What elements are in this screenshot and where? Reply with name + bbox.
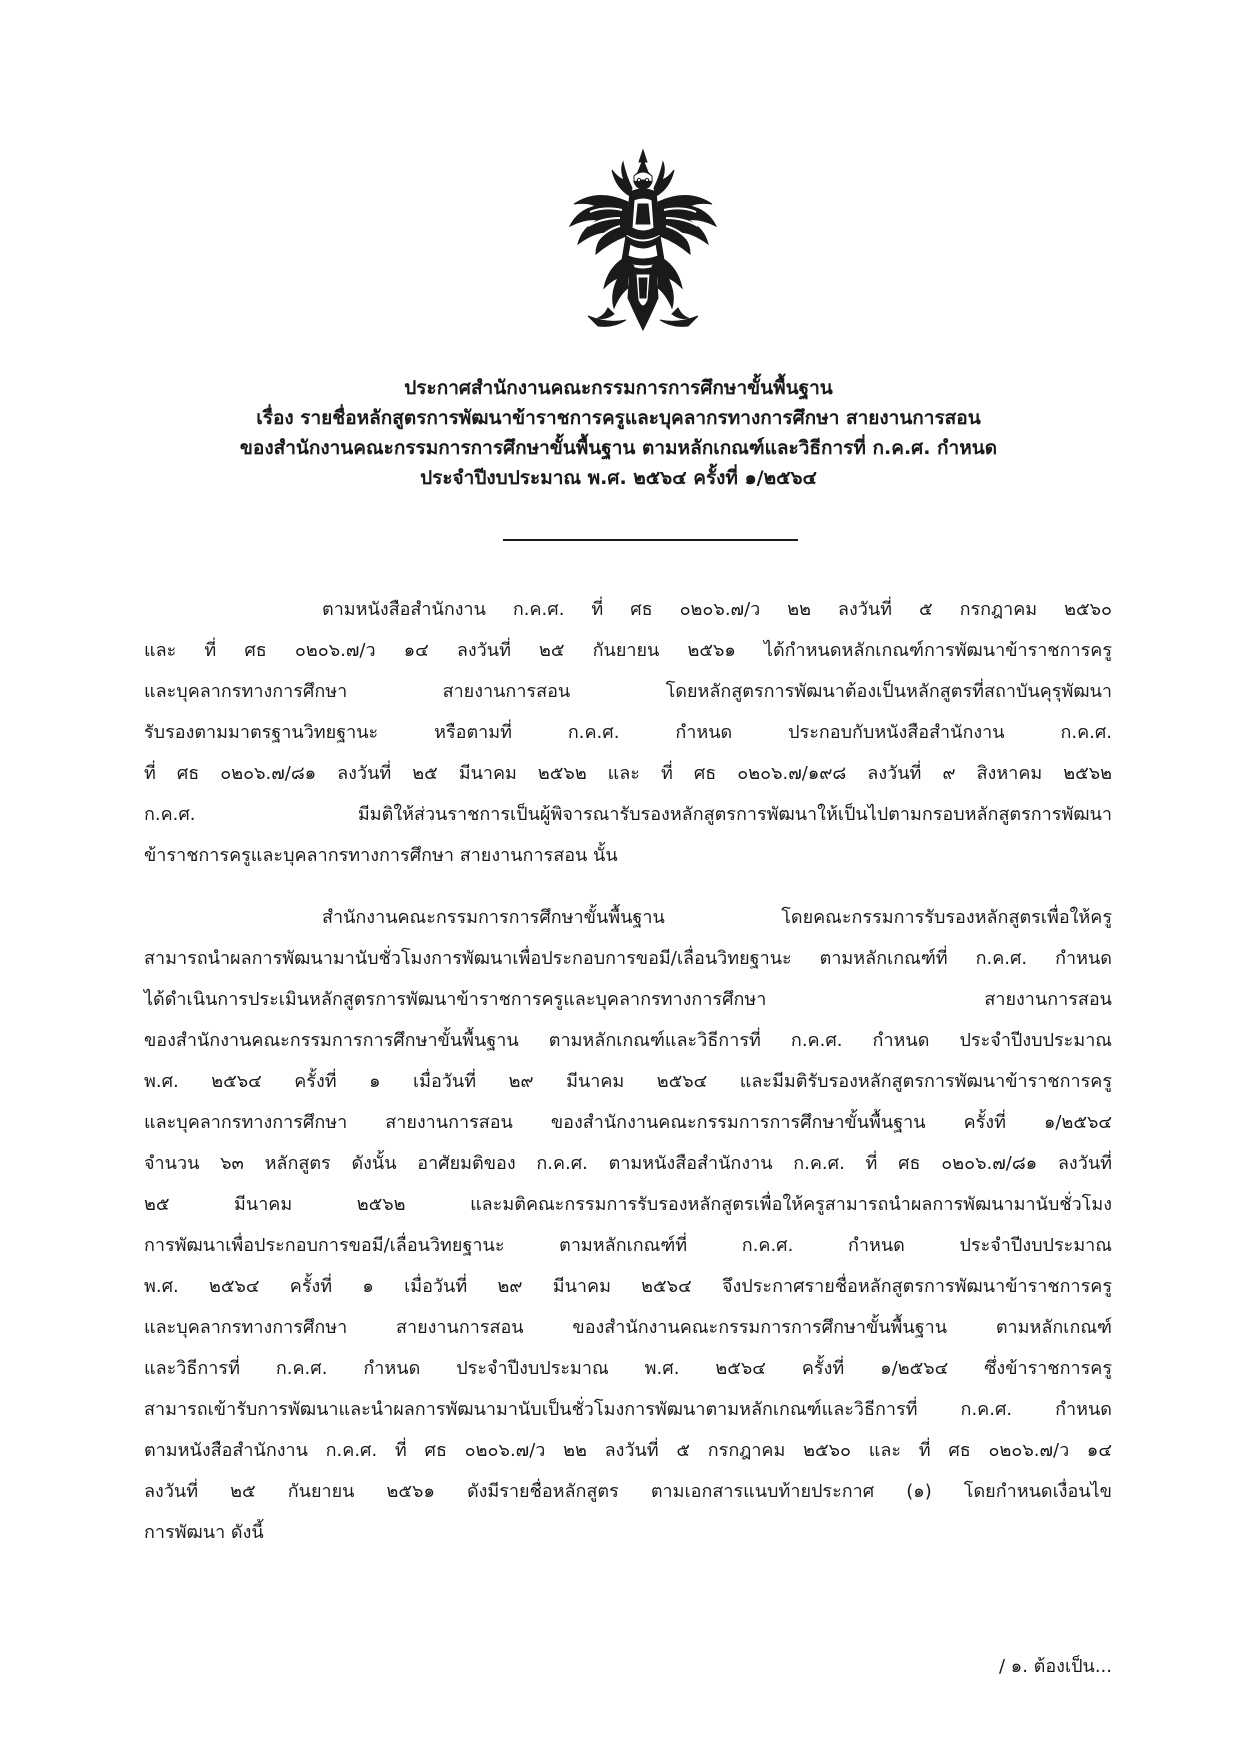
paragraph-line: การพัฒนาเพื่อประกอบการขอมี/เลื่อนวิทยฐานะ ตามหลักเกณฑ์ที่ ก.ค.ศ. กำหนด ประจำปีงบประมาณ <box>144 1235 1112 1256</box>
paragraph-line: ๒๕ มีนาคม ๒๕๖๒ และมติคณะกรรมการรับรองหลักสูตรเพื่อให้ครูสามารถนำผลการพัฒนามานับชั่วโมง <box>144 1194 1112 1215</box>
paragraph-line: ก.ค.ศ. มีมติให้ส่วนราชการเป็นผู้พิจารณารับรองหลักสูตรการพัฒนาให้เป็นไปตามกรอบหลักสูตรการพัฒนา <box>144 804 1112 825</box>
paragraph-line: สำนักงานคณะกรรมการการศึกษาขั้นพื้นฐาน โดยคณะกรรมการรับรองหลักสูตรเพื่อให้ครู <box>322 907 1112 928</box>
title-line-2: เรื่อง รายชื่อหลักสูตรการพัฒนาข้าราชการครูและบุคลากรทางการศึกษา สายงานการสอน <box>256 407 981 429</box>
paragraph-line: และบุคลากรทางการศึกษา สายงานการสอน โดยหลักสูตรการพัฒนาต้องเป็นหลักสูตรที่สถาบันคุรุพัฒนา <box>144 681 1112 702</box>
paragraph-line: ตามหนังสือสำนักงาน ก.ค.ศ. ที่ ศธ ๐๒๐๖.๗/ว ๒๒ ลงวันที่ ๕ กรกฎาคม ๒๕๖๐ และ ที่ ศธ ๐๒๐๖.๗/ว ๑๔ <box>144 1440 1112 1461</box>
paragraph-line: ลงวันที่ ๒๕ กันยายน ๒๕๖๑ ดังมีรายชื่อหลักสูตร ตามเอกสารแนบท้ายประกาศ (๑) โดยกำหนดเงื่อนไข <box>144 1481 1112 1502</box>
title-divider <box>503 539 798 541</box>
paragraph-line: ได้ดำเนินการประเมินหลักสูตรการพัฒนาข้าราชการครูและบุคลากรทางการศึกษา สายงานการสอน <box>144 989 1112 1010</box>
paragraph-line: และบุคลากรทางการศึกษา สายงานการสอน ของสำนักงานคณะกรรมการการศึกษาขั้นพื้นฐาน ตามหลักเกณฑ์ <box>144 1317 1112 1338</box>
paragraph-line: ของสำนักงานคณะกรรมการการศึกษาขั้นพื้นฐาน ตามหลักเกณฑ์และวิธีการที่ ก.ค.ศ. กำหนด ประจำปีงบประมาณ <box>144 1030 1112 1051</box>
garuda-emblem-icon <box>568 148 718 333</box>
paragraph-line: ข้าราชการครูและบุคลากรทางการศึกษา สายงานการสอน นั้น <box>144 845 618 866</box>
paragraph-line: พ.ศ. ๒๕๖๔ ครั้งที่ ๑ เมื่อวันที่ ๒๙ มีนาคม ๒๕๖๔ และมีมติรับรองหลักสูตรการพัฒนาข้าราชการครู <box>144 1071 1112 1092</box>
paragraph-line: การพัฒนา ดังนี้ <box>144 1522 264 1543</box>
title-line-4: ประจำปีงบประมาณ พ.ศ. ๒๕๖๔ ครั้งที่ ๑/๒๕๖๔ <box>420 467 817 489</box>
paragraph-line: และวิธีการที่ ก.ค.ศ. กำหนด ประจำปีงบประมาณ พ.ศ. ๒๕๖๔ ครั้งที่ ๑/๒๕๖๔ ซึ่งข้าราชการครู <box>144 1358 1112 1379</box>
continuation-marker: / ๑. ต้องเป็น... <box>999 1656 1112 1677</box>
paragraph-line: และบุคลากรทางการศึกษา สายงานการสอน ของสำนักงานคณะกรรมการการศึกษาขั้นพื้นฐาน ครั้งที่ ๑/๒๕๖๔ <box>144 1112 1112 1133</box>
paragraph-line: ที่ ศธ ๐๒๐๖.๗/๘๑ ลงวันที่ ๒๕ มีนาคม ๒๕๖๒ และ ที่ ศธ ๐๒๐๖.๗/๑๙๘ ลงวันที่ ๙ สิงหาคม ๒๕๖๒ <box>144 763 1112 784</box>
title-line-1: ประกาศสำนักงานคณะกรรมการการศึกษาขั้นพื้นฐาน <box>404 377 833 399</box>
paragraph-line: จำนวน ๖๓ หลักสูตร ดังนั้น อาศัยมติของ ก.ค.ศ. ตามหนังสือสำนักงาน ก.ค.ศ. ที่ ศธ ๐๒๐๖.๗/๘๑ ลงวันที่ <box>144 1153 1112 1174</box>
paragraph-line: และ ที่ ศธ ๐๒๐๖.๗/ว ๑๔ ลงวันที่ ๒๕ กันยายน ๒๕๖๑ ได้กำหนดหลักเกณฑ์การพัฒนาข้าราชการครู <box>144 640 1112 661</box>
paragraph-line: รับรองตามมาตรฐานวิทยฐานะ หรือตามที่ ก.ค.ศ. กำหนด ประกอบกับหนังสือสำนักงาน ก.ค.ศ. <box>144 722 1112 743</box>
paragraph-line: สามารถนำผลการพัฒนามานับชั่วโมงการพัฒนาเพื่อประกอบการขอมี/เลื่อนวิทยฐานะ ตามหลักเกณฑ์ที่ ก.ค.ศ. กำหนด <box>144 948 1112 969</box>
announcement-title <box>0 373 1237 493</box>
paragraph-line: ตามหนังสือสำนักงาน ก.ค.ศ. ที่ ศธ ๐๒๐๖.๗/ว ๒๒ ลงวันที่ ๕ กรกฎาคม ๒๕๖๐ <box>322 599 1112 620</box>
title-line-3: ของสำนักงานคณะกรรมการการศึกษาขั้นพื้นฐาน ตามหลักเกณฑ์และวิธีการที่ ก.ค.ศ. กำหนด <box>239 437 998 459</box>
paragraph-line: สามารถเข้ารับการพัฒนาและนำผลการพัฒนามานับเป็นชั่วโมงการพัฒนาตามหลักเกณฑ์และวิธีการที่ ก.ค.ศ. กำหนด <box>144 1399 1112 1420</box>
paragraph-line: พ.ศ. ๒๕๖๔ ครั้งที่ ๑ เมื่อวันที่ ๒๙ มีนาคม ๒๕๖๔ จึงประกาศรายชื่อหลักสูตรการพัฒนาข้าราชการครู <box>144 1276 1112 1297</box>
